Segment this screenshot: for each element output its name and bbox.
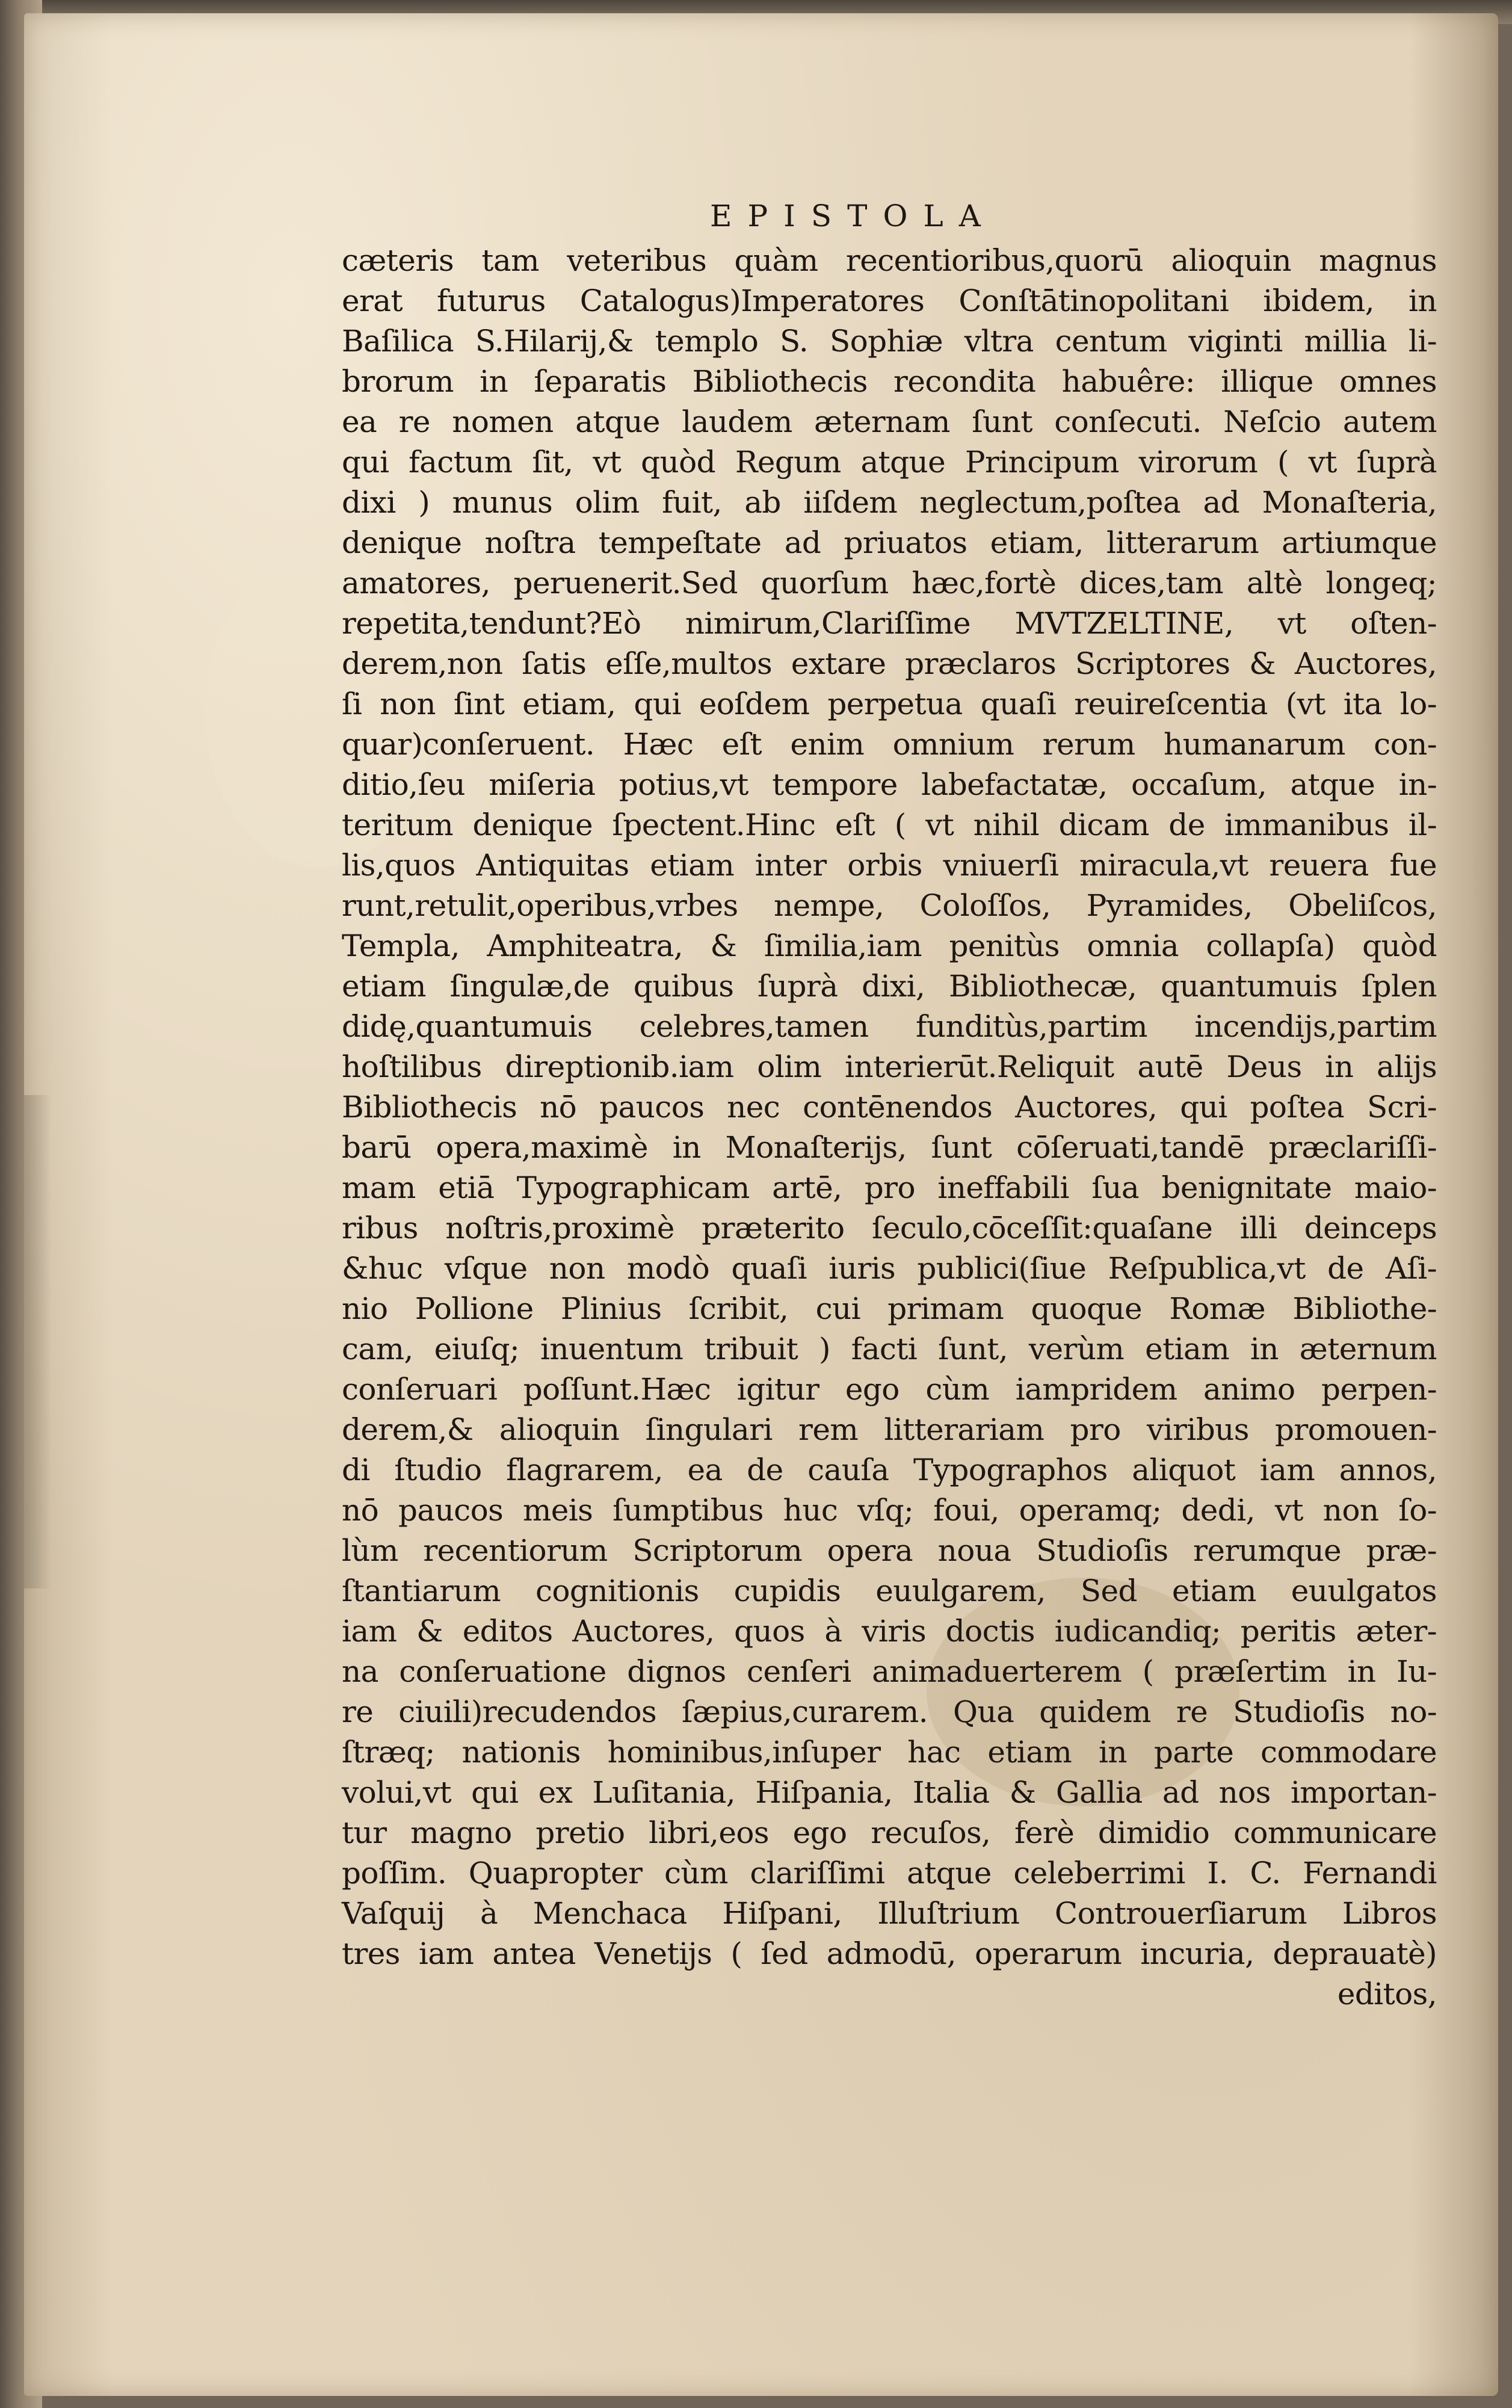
text-line: Vaſquij à Menchaca Hiſpani, Illuſtrium Controuerſiarum Libros <box>342 1896 1437 1931</box>
text-line: hoſtilibus direptionib.iam olim interierūt.Reliquit autē Deus in alijs <box>342 1049 1437 1084</box>
text-line: ſi non ſint etiam, qui eoſdem perpetua quaſi reuireſcentia (vt ita lo- <box>342 687 1437 721</box>
text-line: ea re nomen atque laudem æternam ſunt conſecuti. Neſcio autem <box>342 404 1437 439</box>
text-line: brorum in ſeparatis Bibliothecis recondita habuêre: illique omnes <box>342 364 1437 399</box>
text-line: &huc vſque non modò quaſi iuris publici(ſiue Reſpublica,vt de Aſi- <box>342 1251 1437 1286</box>
text-line: repetita,tendunt?Eò nimirum,Clariſſime MVTZELTINE, vt oſten- <box>342 606 1437 641</box>
text-line: ſtræq; nationis hominibus,inſuper hac etiam in parte commodare <box>342 1735 1437 1770</box>
text-line: ribus noſtris,proximè præterito ſeculo,cōceſſit:quaſane illi deinceps <box>342 1211 1437 1246</box>
text-line: cam, eiuſq; inuentum tribuit ) facti ſunt, verùm etiam in æternum <box>342 1332 1437 1366</box>
text-line: derem,& alioquin ſingulari rem litterariam pro viribus promouen- <box>342 1412 1437 1447</box>
text-line: denique noſtra tempeſtate ad priuatos etiam, litterarum artiumque <box>342 525 1437 560</box>
text-line: runt,retulit,operibus,vrbes nempe, Coloſſos, Pyramides, Obeliſcos, <box>342 888 1437 923</box>
text-line: amatores, peruenerit.Sed quorſum hæc,fortè dices,tam altè longeq; <box>342 566 1437 600</box>
text-line: nio Pollione Plinius ſcribit, cui primam quoque Romæ Bibliothe- <box>342 1291 1437 1326</box>
text-line: nō paucos meis ſumptibus huc vſq; foui, operamq; dedi, vt non ſo- <box>342 1493 1437 1528</box>
text-line: lis,quos Antiquitas etiam inter orbis vniuerſi miracula,vt reuera fue <box>342 848 1437 883</box>
text-line: re ciuili)recudendos ſæpius,curarem. Qua quidem re Studioſis no- <box>342 1694 1437 1729</box>
text-line: ditio,ſeu miſeria potius,vt tempore labefactatæ, occaſum, atque in- <box>342 767 1437 802</box>
text-line: volui,vt qui ex Luſitania, Hiſpania, Italia & Gallia ad nos importan- <box>342 1775 1437 1810</box>
text-line: teritum denique ſpectent.Hinc eſt ( vt nihil dicam de immanibus il- <box>342 807 1437 842</box>
text-line: cæteris tam veteribus quàm recentioribus,quorū alioquin magnus <box>342 243 1437 278</box>
running-head: EPISTOLA <box>710 199 996 233</box>
text-line: mam etiā Typographicam artē, pro ineffabili ſua benignitate maio- <box>342 1170 1437 1205</box>
text-line: tur magno pretio libri,eos ego recuſos, ferè dimidio communicare <box>342 1815 1437 1850</box>
text-line: di ſtudio flagrarem, ea de cauſa Typographos aliquot iam annos, <box>342 1453 1437 1487</box>
text-block <box>342 241 1437 2014</box>
text-line: erat futurus Catalogus)Imperatores Conſtātinopolitani ibidem, in <box>342 283 1437 318</box>
text-line: iam & editos Auctores, quos à viris doctis iudicandiq; peritis æter- <box>342 1614 1437 1649</box>
text-line: etiam ſingulæ,de quibus ſuprà dixi, Bibliothecæ, quantumuis ſplen <box>342 969 1437 1004</box>
page-fold-shadow <box>24 1095 51 1588</box>
text-line: editos, <box>1337 1977 1437 2011</box>
text-line: tres iam antea Venetijs ( ſed admodū, operarum incuria, deprauatè) <box>342 1936 1437 1971</box>
text-line: conſeruari poſſunt.Hæc igitur ego cùm iampridem animo perpen- <box>342 1372 1437 1407</box>
text-line: quar)conſeruent. Hæc eſt enim omnium rerum humanarum con- <box>342 727 1437 762</box>
text-line: barū opera,maximè in Monaſterijs, ſunt cōſeruati,tandē præclariſſi- <box>342 1130 1437 1165</box>
text-line: Templa, Amphiteatra, & ſimilia,iam penitùs omnia collapſa) quòd <box>342 928 1437 963</box>
text-line: dixi ) munus olim fuit, ab iiſdem neglectum,poſtea ad Monaſteria, <box>342 485 1437 520</box>
text-line: lùm recentiorum Scriptorum opera noua Studioſis rerumque præ- <box>342 1533 1437 1568</box>
text-line: na conſeruatione dignos cenſeri animaduerterem ( præſertim in Iu- <box>342 1654 1437 1689</box>
text-line: didę,quantumuis celebres,tamen funditùs,partim incendijs,partim <box>342 1009 1437 1044</box>
text-line: qui factum ſit, vt quòd Regum atque Principum virorum ( vt ſuprà <box>342 445 1437 480</box>
text-line: Bibliothecis nō paucos nec contēnendos Auctores, qui poſtea Scri- <box>342 1090 1437 1125</box>
text-line: poſſim. Quapropter cùm clariſſimi atque celeberrimi I. C. Fernandi <box>342 1856 1437 1891</box>
text-line: derem,non ſatis eſſe,multos extare præclaros Scriptores & Auctores, <box>342 646 1437 681</box>
text-line: Baſilica S.Hilarij,& templo S. Sophiæ vltra centum viginti millia li- <box>342 324 1437 359</box>
text-line: ſtantiarum cognitionis cupidis euulgarem, Sed etiam euulgatos <box>342 1573 1437 1608</box>
